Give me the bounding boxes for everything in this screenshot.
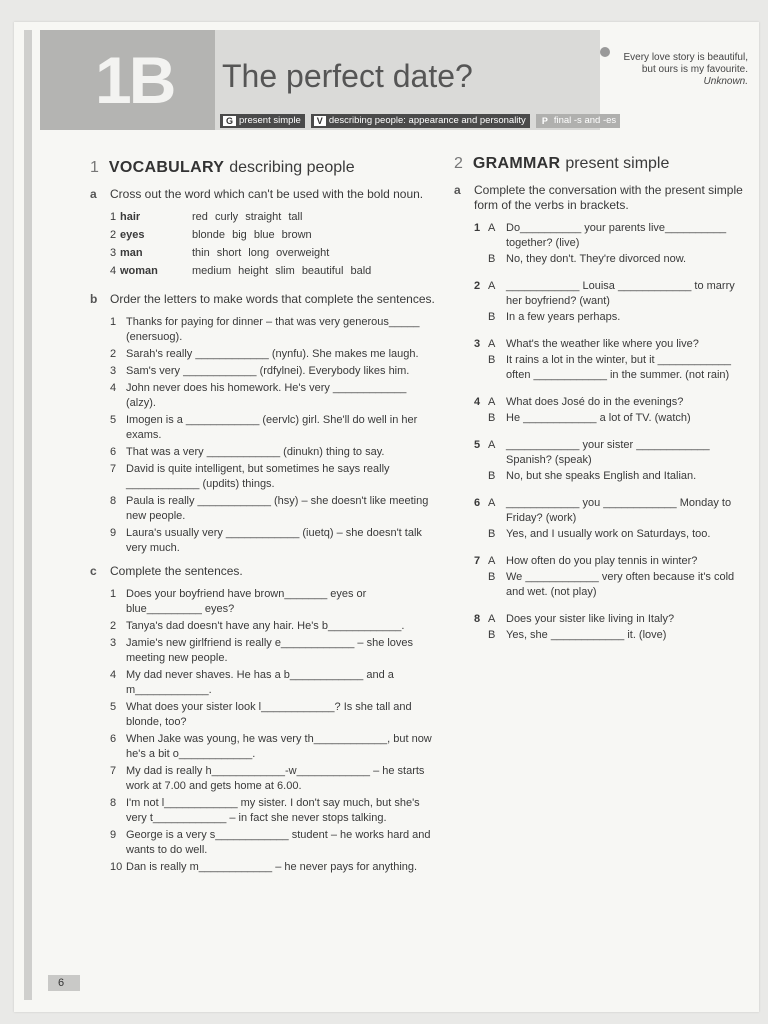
item-number: 2 [110, 620, 117, 632]
section-title: present simple [565, 155, 670, 172]
item-text: That was a very ____________ (dinukn) thing to say. [126, 446, 385, 458]
item-number: 5 [110, 701, 117, 713]
dialog-line [474, 337, 749, 352]
bold-noun: eyes [120, 229, 145, 241]
vocab-row [110, 264, 435, 282]
bold-noun: woman [120, 265, 158, 277]
line-text: We ____________ very often because it's cold and wet. (not play) [506, 571, 735, 598]
unit-number: 1B [95, 43, 174, 117]
speaker: A [488, 613, 496, 625]
quote [578, 52, 748, 88]
word-options[interactable]: red curly straight tall [192, 211, 303, 223]
item-number: 6 [110, 446, 117, 458]
item-number: 2 [110, 348, 117, 360]
exercise-letter: a [454, 183, 461, 197]
item-text: Imogen is a ____________ (eervlc) girl. She'll do well in her exams. [126, 414, 418, 441]
line-text: ____________ Louisa ____________ to marry her boyfriend? (want) [506, 280, 735, 307]
item-number: 3 [474, 338, 481, 350]
dialog-line [474, 252, 749, 267]
item-text: My dad never shaves. He has a b____________ and a m____________. [126, 669, 394, 696]
bold-noun: hair [120, 211, 141, 223]
item-number: 9 [110, 527, 117, 539]
tag-pronunciation [536, 114, 620, 128]
vocab-row [110, 228, 435, 246]
line-text: Yes, she ____________ it. (love) [506, 629, 667, 641]
dialog-item[interactable] [474, 496, 749, 542]
list-item[interactable] [110, 796, 435, 826]
word-options[interactable]: thin short long overweight [192, 247, 330, 259]
dialog-line [474, 221, 749, 251]
item-text: I'm not l____________ my sister. I don't say much, but she's very t____________ – in fact she never stops talking. [126, 797, 420, 824]
list-item[interactable] [110, 462, 435, 492]
dialog-item[interactable] [474, 337, 749, 383]
exercise-items [110, 315, 435, 556]
list-item[interactable] [110, 347, 435, 362]
grammar-section [454, 156, 749, 655]
item-number: 5 [474, 439, 481, 451]
dialog-line [474, 310, 749, 325]
item-text: David is quite intelligent, but sometimes he says really ____________ (updits) things. [126, 463, 390, 490]
list-item[interactable] [110, 526, 435, 556]
dialog-line [474, 554, 749, 569]
item-text: Thanks for paying for dinner – that was very generous_____ (enersuog). [126, 316, 420, 343]
dialog-line [474, 469, 749, 484]
list-item[interactable] [110, 732, 435, 762]
item-number: 4 [474, 396, 481, 408]
dialog-line [474, 353, 749, 383]
speaker: A [488, 396, 496, 408]
line-text: In a few years perhaps. [506, 311, 621, 323]
section-number: 1 [90, 159, 99, 176]
item-number: 9 [110, 829, 117, 841]
vocab-table [110, 210, 435, 282]
page-title: The perfect date? [222, 58, 473, 94]
exercise-letter: c [90, 564, 97, 578]
item-text: John never does his homework. He's very ____________ (alzy). [126, 382, 407, 409]
line-text: What does José do in the evenings? [506, 396, 684, 408]
exercise-letter: a [90, 187, 97, 201]
item-text: Laura's usually very ____________ (iuetq) – she doesn't talk very much. [126, 527, 422, 554]
speaker: A [488, 338, 496, 350]
speaker: A [488, 222, 496, 234]
dialog-item[interactable] [474, 612, 749, 643]
dialog-line [474, 438, 749, 468]
line-text: No, but she speaks English and Italian. [506, 470, 697, 482]
item-text: Sam's very ____________ (rdfylnei). Everybody likes him. [126, 365, 410, 377]
instruction-text: Order the letters to make words that complete the sentences. [110, 292, 435, 306]
speaker: A [488, 555, 496, 567]
row-number: 3 [110, 247, 117, 259]
vocab-row [110, 246, 435, 264]
tag-label: present simple [239, 115, 301, 126]
tag-label: final -s and -es [553, 115, 617, 126]
quote-author: Unknown. [703, 76, 748, 87]
exercise-instruction [90, 187, 435, 202]
line-text: What's the weather like where you live? [506, 338, 699, 350]
tag-key: G [223, 116, 236, 126]
item-number: 7 [110, 463, 117, 475]
section-heading [454, 156, 749, 171]
section-number: 2 [454, 155, 463, 172]
item-number: 6 [474, 497, 481, 509]
exercise-items [110, 587, 435, 875]
word-options[interactable]: medium height slim beautiful bald [192, 265, 372, 277]
page-edge-bar [24, 30, 32, 1000]
line-text: Yes, and I usually work on Saturdays, too. [506, 528, 711, 540]
tag-key: P [539, 116, 551, 126]
item-number: 1 [110, 588, 117, 600]
topic-tags [220, 114, 620, 128]
item-text: Tanya's dad doesn't have any hair. He's b____________. [126, 620, 405, 632]
speaker: A [488, 439, 496, 451]
item-number: 3 [110, 637, 117, 649]
item-text: Sarah's really ____________ (nynfu). She makes me laugh. [126, 348, 419, 360]
speaker: B [488, 629, 496, 641]
speaker: B [488, 412, 496, 424]
dialog-line [474, 411, 749, 426]
list-item[interactable] [110, 700, 435, 730]
dialog-item[interactable] [474, 279, 749, 325]
dialog-item[interactable] [474, 554, 749, 600]
tag-vocabulary [311, 114, 530, 128]
quote-line: but ours is my favourite. [641, 64, 748, 75]
item-number: 5 [110, 414, 117, 426]
item-number: 8 [474, 613, 481, 625]
line-text: How often do you play tennis in winter? [506, 555, 698, 567]
word-options[interactable]: blonde big blue brown [192, 229, 312, 241]
dialog-line [474, 279, 749, 309]
list-item[interactable] [110, 413, 435, 443]
list-item[interactable] [110, 381, 435, 411]
list-item[interactable] [110, 828, 435, 858]
line-text: Does your sister like living in Italy? [506, 613, 675, 625]
dialog-item[interactable] [474, 221, 749, 267]
list-item[interactable] [110, 860, 435, 875]
tag-key: V [314, 116, 326, 126]
speaker: B [488, 253, 496, 265]
exercise-instruction [90, 292, 435, 307]
exercise-letter: b [90, 292, 98, 306]
list-item[interactable] [110, 587, 435, 617]
speaker: B [488, 311, 496, 323]
section-heading [90, 160, 435, 175]
item-text: What does your sister look l____________? Is she tall and blonde, too? [126, 701, 412, 728]
speaker: B [488, 354, 496, 366]
section-keyword: VOCABULARY [108, 159, 225, 176]
dialog-item[interactable] [474, 395, 749, 426]
dialog-line [474, 628, 749, 643]
list-item[interactable] [110, 364, 435, 379]
item-number: 7 [110, 765, 117, 777]
list-item[interactable] [110, 668, 435, 698]
list-item[interactable] [110, 494, 435, 524]
list-item[interactable] [110, 445, 435, 460]
list-item[interactable] [110, 619, 435, 634]
bold-noun: man [120, 247, 143, 259]
item-text: Dan is really m____________ – he never pays for anything. [126, 861, 418, 873]
section-keyword: GRAMMAR [472, 155, 561, 172]
speaker: B [488, 528, 496, 540]
item-number: 8 [110, 495, 117, 507]
page-number: 6 [48, 975, 80, 991]
list-item[interactable] [110, 315, 435, 345]
item-text: My dad is really h____________-w____________ – he starts work at 7.00 and gets home at 6.00. [126, 765, 425, 792]
tag-label: describing people: appearance and personality [328, 115, 526, 126]
list-item[interactable] [110, 764, 435, 794]
line-text: Do__________ your parents live__________ together? (live) [506, 222, 727, 249]
speaker: B [488, 470, 496, 482]
item-text: Does your boyfriend have brown_______ eyes or blue_________ eyes? [126, 588, 367, 615]
line-text: ____________ you ____________ Monday to Friday? (work) [506, 497, 732, 524]
item-number: 1 [110, 316, 117, 328]
item-number: 7 [474, 555, 481, 567]
item-text: When Jake was young, he was very th____________, but now he's a bit o____________. [126, 733, 432, 760]
item-text: Paula is really ____________ (hsy) – she doesn't like meeting new people. [126, 495, 429, 522]
tag-grammar [220, 114, 305, 128]
instruction-text: Cross out the word which can't be used with the bold noun. [110, 187, 424, 201]
vocab-row [110, 210, 435, 228]
speaker: A [488, 497, 496, 509]
dialog-item[interactable] [474, 438, 749, 484]
dialog-line [474, 496, 749, 526]
item-number: 1 [474, 222, 481, 234]
dialog-line [474, 527, 749, 542]
row-number: 4 [110, 265, 117, 277]
quote-line: Every love story is beautiful, [623, 52, 748, 63]
item-text: Jamie's new girlfriend is really e____________ – she loves meeting new people. [126, 637, 414, 664]
item-number: 4 [110, 669, 117, 681]
item-number: 8 [110, 797, 117, 809]
row-number: 1 [110, 211, 117, 223]
dialog-line [474, 570, 749, 600]
dialog-line [474, 395, 749, 410]
line-text: ____________ your sister ____________ Spanish? (speak) [506, 439, 710, 466]
item-number: 6 [110, 733, 117, 745]
line-text: He ____________ a lot of TV. (watch) [506, 412, 691, 424]
line-text: It rains a lot in the winter, but it ____________ often ____________ in the summer. (not rain) [506, 354, 732, 381]
item-number: 2 [474, 280, 481, 292]
item-number: 3 [110, 365, 117, 377]
section-title: describing people [229, 159, 355, 176]
dialog-line [474, 612, 749, 627]
item-number: 4 [110, 382, 117, 394]
item-number: 10 [110, 861, 123, 873]
vocabulary-section [90, 160, 435, 883]
line-text: No, they don't. They're divorced now. [506, 253, 687, 265]
instruction-text: Complete the conversation with the present simple form of the verbs in brackets. [474, 183, 743, 212]
instruction-text: Complete the sentences. [110, 564, 243, 578]
row-number: 2 [110, 229, 117, 241]
speaker: B [488, 571, 496, 583]
exercise-instruction [90, 564, 435, 579]
speaker: A [488, 280, 496, 292]
list-item[interactable] [110, 636, 435, 666]
exercise-instruction [454, 183, 749, 213]
item-text: George is a very s____________ student – he works hard and wants to do well. [126, 829, 431, 856]
